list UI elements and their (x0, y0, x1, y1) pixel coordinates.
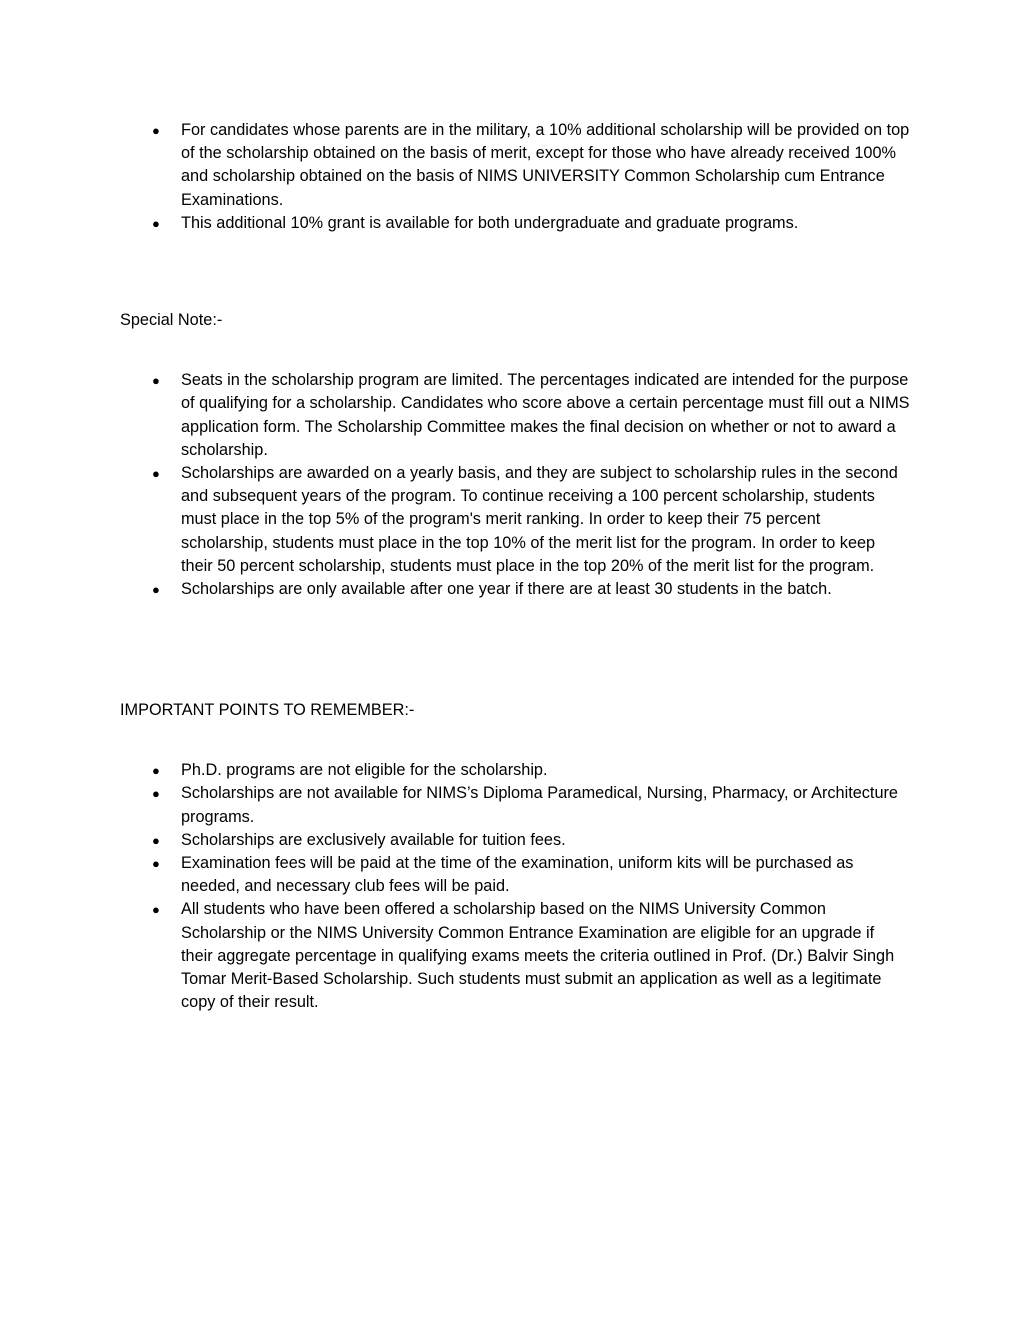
section-heading: Special Note:- (120, 311, 223, 329)
bullet-icon: ● (152, 373, 160, 389)
list-item (120, 369, 910, 462)
bullet-icon: ● (152, 786, 160, 802)
list-item (120, 829, 910, 852)
list-item-text: Examination fees will be paid at the time of the examination, uniform kits will be purchased as needed, and necessary club fees will be paid. (181, 854, 854, 896)
bullet-icon: ● (152, 215, 160, 231)
bullet-list (120, 369, 910, 601)
list-item (120, 212, 910, 235)
list-item-text: Scholarships are only available after one year if there are at least 30 students in the batch. (181, 580, 832, 599)
bullet-list (120, 759, 910, 1014)
bullet-icon: ● (152, 763, 160, 779)
list-item (120, 759, 910, 782)
bullet-list (120, 119, 910, 235)
section-heading: IMPORTANT POINTS TO REMEMBER:- (120, 701, 415, 719)
list-item (120, 852, 910, 898)
bullet-icon: ● (152, 832, 160, 848)
list-item-text: All students who have been offered a scholarship based on the NIMS University Common Scholarship or the NIMS University Common Entrance Examination are eligible for an upgrade if their aggregate percentage in qualifying exams meets the criteria outlined in Prof. (Dr.) Balvir Singh Tomar Merit-Based Scholarship. Such students must submit an application as well as a legitimate copy of their result. (181, 900, 895, 1012)
bullet-icon: ● (152, 466, 160, 482)
list-item (120, 578, 910, 601)
bullet-icon: ● (152, 856, 160, 872)
military-scholarship-section (120, 119, 910, 235)
list-item-text: Seats in the scholarship program are limited. The percentages indicated are intended for the purpose of qualifying for a scholarship. Candidates who score above a certain percentage must fill out a NIMS application form. The Scholarship Committee makes the final decision on whether or not to award a scholarship. (181, 371, 910, 459)
bullet-icon: ● (152, 123, 160, 138)
bullet-icon: ● (152, 582, 160, 598)
list-item-text: Ph.D. programs are not eligible for the scholarship. (181, 761, 548, 780)
special-note-section (120, 309, 910, 601)
list-item-text: For candidates whose parents are in the military, a 10% additional scholarship will be provided on top of the scholarship obtained on the basis of merit, except for those who have already received 100% and scholarship obtained on the basis of NIMS UNIVERSITY Common Scholarship cum Entrance Examinations. (181, 121, 910, 209)
list-item (120, 898, 910, 1014)
list-item (120, 462, 910, 578)
list-item (120, 782, 910, 828)
bullet-icon: ● (152, 902, 160, 918)
list-item-text: This additional 10% grant is available for both undergraduate and graduate programs. (181, 213, 799, 232)
important-points-section (120, 699, 910, 1014)
list-item (120, 119, 910, 212)
list-item-text: Scholarships are exclusively available for tuition fees. (181, 830, 566, 849)
list-item-text: Scholarships are awarded on a yearly basis, and they are subject to scholarship rules in the second and subsequent years of the program. To continue receiving a 100 percent scholarship, students must place in the top 5% of the program's merit ranking. In order to keep their 75 percent scholarship, students must place in the top 10% of the merit list for the program. In order to keep their 50 percent scholarship, students must place in the top 20% of the merit list for the program. (181, 464, 898, 575)
list-item-text: Scholarships are not available for NIMS’s Diploma Paramedical, Nursing, Pharmacy, or Architecture programs. (181, 784, 898, 826)
